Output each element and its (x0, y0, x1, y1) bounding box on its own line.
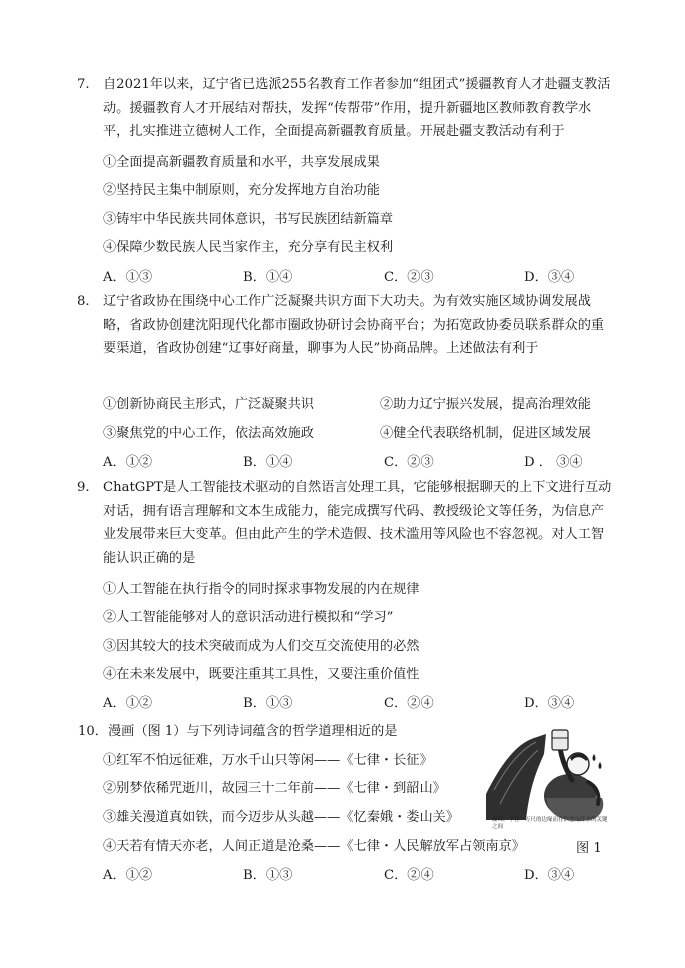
choice-d: D．③④ (524, 868, 575, 883)
question-7-number: 7. (77, 77, 90, 92)
question-8-option-1: ①创新协商民主形式，广泛凝聚共识 (103, 397, 314, 412)
choice-b: B．①④ (243, 455, 293, 470)
question-9-option-3: ③因其较大的技术突破而成为人们交互交流使用的必然 (103, 639, 420, 654)
question-10-text: 漫画（图 1）与下列诗词蕴含的哲学道理相近的是 (107, 724, 398, 739)
choice-b: B．①④ (243, 270, 293, 285)
question-10-option-3: ③雄关漫道真如铁，而今迈步从头越——《忆秦娥・娄山关》 (103, 810, 460, 825)
question-9-option-1: ①人工智能在执行指令的同时探求事物发展的内在规律 (103, 582, 420, 597)
cartoon-caption: 巅峰，不在一万尺的边缘而在信念与汗水的关键之间 (492, 817, 608, 830)
question-7-stem (77, 73, 615, 144)
choice-c: C．②③ (384, 455, 434, 470)
question-8-option-2: ②助力辽宁振兴发展，提高治理效能 (380, 397, 591, 412)
question-10-number: 10． (78, 724, 108, 739)
question-7-option-4: ④保障少数民族人民当家作主，充分享有民主权利 (103, 240, 394, 255)
question-10-option-2: ②别梦依稀咒逝川，故园三十二年前——《七律・到韶山》 (103, 781, 446, 796)
choice-a: A．①③ (103, 270, 153, 285)
question-8 (77, 290, 615, 361)
choice-d: D ． ③④ (524, 455, 583, 470)
choice-a: A．①② (103, 696, 153, 711)
question-8-number: 8. (77, 294, 90, 309)
figure-label: 图 1 (576, 841, 602, 856)
choice-c: C．②③ (384, 270, 434, 285)
choice-c: C．②④ (384, 696, 434, 711)
question-9-stem (77, 476, 615, 570)
question-7-option-3: ③铸牢中华民族共同体意识，书写民族团结新篇章 (103, 212, 394, 227)
question-8-stem (77, 290, 615, 361)
question-7 (77, 73, 615, 144)
question-7-text: 自2021年以来，辽宁省已选派255名教育工作者参加“组团式”援疆教育人才赴疆支教活动。援疆教育人才开展结对帮扶，发挥“传帮带”作用，提升新疆地区教师教育教学水平，扎实推进立德树人工作，全面提高新疆教育质量。开展赴疆支教活动有利于 (103, 77, 611, 139)
choice-a: A．①② (103, 455, 153, 470)
question-8-option-3: ③聚焦党的中心工作，依法高效施政 (103, 426, 314, 441)
question-10-option-1: ①红军不怕远征难，万水千山只等闲——《七律・长征》 (103, 753, 433, 768)
question-9-number: 9. (77, 480, 90, 495)
question-9-text: ChatGPT是人工智能技术驱动的自然语言处理工具，它能够根据聊天的上下文进行互动对话，拥有语言理解和文本生成能力，能完成撰写代码、教授级论文等任务，为信息产业发展带来巨大变革。但由此产生的学术造假、技术滥用等风险也不容忽视。对人工智能认识正确的是 (103, 480, 612, 566)
question-9 (77, 476, 615, 570)
question-8-text: 辽宁省政协在围绕中心工作广泛凝聚共识方面下大功夫。为有效实施区域协调发展战略，省政协创建沈阳现代化都市圈政协研讨会协商平台；为拓宽政协委员联系群众的重要渠道，省政协创建“辽事好商量，聊事为人民”协商品牌。上述做法有利于 (103, 294, 605, 356)
question-8-option-4: ④健全代表联络机制，促进区域发展 (380, 426, 591, 441)
question-9-option-2: ②人工智能能够对人的意识活动进行模拟和“学习” (103, 610, 394, 625)
question-7-option-2: ②坚持民主集中制原则，充分发挥地方自治功能 (103, 183, 380, 198)
question-9-option-4: ④在未来发展中，既要注重其工具性，又要注重价值性 (103, 667, 420, 682)
choice-b: B．①③ (243, 696, 293, 711)
question-10-stem (78, 722, 398, 742)
choice-c: C．②④ (384, 868, 434, 883)
choice-d: D．③④ (524, 696, 575, 711)
choice-a: A．①② (103, 868, 153, 883)
choice-d: D．③④ (524, 270, 575, 285)
question-10-option-4: ④天若有情天亦老，人间正道是沧桑——《七律・人民解放军占领南京》 (103, 839, 525, 854)
question-7-option-1: ①全面提高新疆教育质量和水平，共享发展成果 (103, 155, 380, 170)
choice-b: B．①③ (243, 868, 293, 883)
